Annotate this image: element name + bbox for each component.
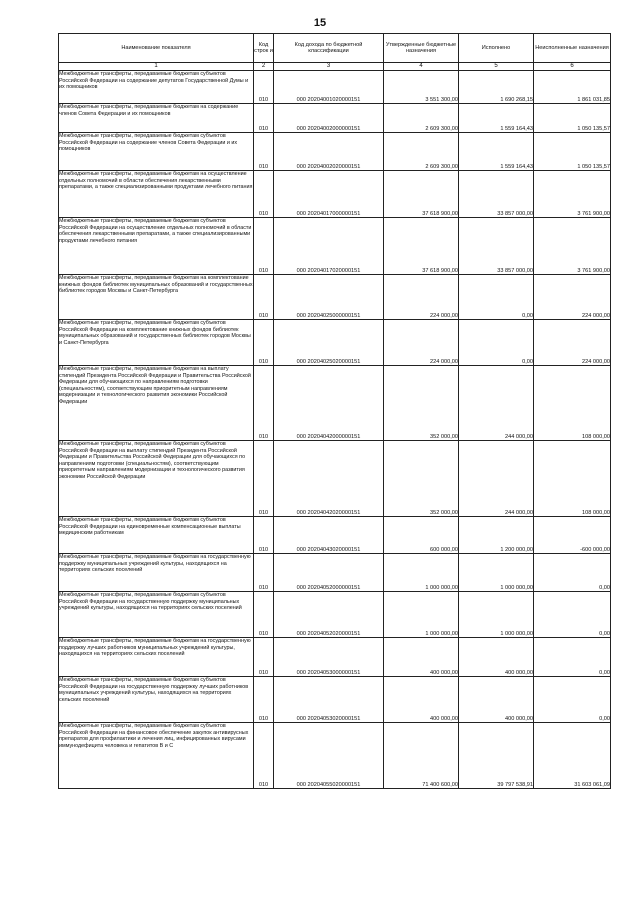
income-code: 000 20204053000000151 (274, 638, 384, 677)
row-code: 010 (254, 104, 274, 133)
header-row-code: Код строк и (254, 34, 274, 63)
indicator-name: Межбюджетные трансферты, передаваемые бюджетам на выплату стипендий Президента Российской Федерации и Правительства Российской Федерации для обучающихся по направлениям подготовки (специальностям), соответствующим приоритетным направлениям модернизации и технологического развития экономики Российской Федерации (59, 366, 254, 441)
table-row (59, 71, 611, 104)
table-row (59, 104, 611, 133)
approved-amount: 600 000,00 (384, 517, 459, 554)
row-code: 010 (254, 171, 274, 218)
column-number: 3 (274, 63, 384, 71)
approved-amount: 1 000 000,00 (384, 592, 459, 638)
executed-amount: 400 000,00 (459, 638, 534, 677)
unexecuted-amount: 0,00 (534, 677, 611, 723)
table-row (59, 638, 611, 677)
approved-amount: 224 000,00 (384, 275, 459, 320)
table-row (59, 133, 611, 171)
income-code: 000 20204043020000151 (274, 517, 384, 554)
income-code: 000 20204053020000151 (274, 677, 384, 723)
row-code: 010 (254, 441, 274, 517)
row-code: 010 (254, 638, 274, 677)
table-row (59, 592, 611, 638)
executed-amount: 1 559 164,43 (459, 104, 534, 133)
executed-amount: 244 000,00 (459, 441, 534, 517)
unexecuted-amount: 31 603 061,09 (534, 723, 611, 789)
executed-amount: 400 000,00 (459, 677, 534, 723)
unexecuted-amount: 224 000,00 (534, 320, 611, 366)
indicator-name: Межбюджетные трансферты, передаваемые бюджетам субъектов Российской Федерации на содержание членов Совета Федерации и их помощников (59, 133, 254, 171)
indicator-name: Межбюджетные трансферты, передаваемые бюджетам на осуществление отдельных полномочий в области обеспечения лекарственными препаратами, а также специализированными продуктами лечебного питания (59, 171, 254, 218)
row-code: 010 (254, 723, 274, 789)
executed-amount: 1 000 000,00 (459, 592, 534, 638)
table-row (59, 723, 611, 789)
indicator-name: Межбюджетные трансферты, передаваемые бюджетам на комплектование книжных фондов библиотек муниципальных образований и государственных библиотек городов Москвы и Санкт-Петербурга (59, 275, 254, 320)
income-code: 000 20204042000000151 (274, 366, 384, 441)
indicator-name: Межбюджетные трансферты, передаваемые бюджетам субъектов Российской Федерации на выплату стипендий Президента Российской Федерации и Правительства Российской Федерации для обучающихся по направлениям подготовки (специальностям), соответствующим приоритетным направлениям модернизации и технологического развития экономики Российской Федерации (59, 441, 254, 517)
row-code: 010 (254, 218, 274, 275)
approved-amount: 3 551 300,00 (384, 71, 459, 104)
indicator-name: Межбюджетные трансферты, передаваемые бюджетам на содержание членов Совета Федерации и их помощников (59, 104, 254, 133)
approved-amount: 352 000,00 (384, 441, 459, 517)
header-approved: Утвержденные бюджетные назначения (384, 34, 459, 63)
unexecuted-amount: 0,00 (534, 554, 611, 592)
indicator-name: Межбюджетные трансферты, передаваемые бюджетам субъектов Российской Федерации на комплектование книжных фондов библиотек муниципальных образований и государственных библиотек городов Москвы и Санкт-Петербурга (59, 320, 254, 366)
unexecuted-amount: 1 050 135,57 (534, 104, 611, 133)
income-code: 000 20204025000000151 (274, 275, 384, 320)
executed-amount: 244 000,00 (459, 366, 534, 441)
executed-amount: 0,00 (459, 320, 534, 366)
column-number: 5 (459, 63, 534, 71)
executed-amount: 33 857 000,00 (459, 218, 534, 275)
column-number: 6 (534, 63, 611, 71)
unexecuted-amount: 108 000,00 (534, 366, 611, 441)
income-code: 000 20204025020000151 (274, 320, 384, 366)
approved-amount: 1 000 000,00 (384, 554, 459, 592)
approved-amount: 2 609 300,00 (384, 104, 459, 133)
executed-amount: 39 797 538,91 (459, 723, 534, 789)
indicator-name: Межбюджетные трансферты, передаваемые бюджетам субъектов Российской Федерации на финансовое обеспечение закупок антивирусных препаратов для профилактики и лечения лиц, инфицированных вирусами иммунодефицита человека и гепатитов B и C (59, 723, 254, 789)
executed-amount: 33 857 000,00 (459, 171, 534, 218)
table-row (59, 218, 611, 275)
table-row (59, 320, 611, 366)
indicator-name: Межбюджетные трансферты, передаваемые бюджетам субъектов Российской Федерации на осуществление отдельных полномочий в области обеспечения лекарственными препаратами, а также специализированными продуктами лечебного питания (59, 218, 254, 275)
income-code: 000 20204042020000151 (274, 441, 384, 517)
header-row (59, 34, 611, 63)
income-code: 000 20204052020000151 (274, 592, 384, 638)
unexecuted-amount: 224 000,00 (534, 275, 611, 320)
approved-amount: 37 618 900,00 (384, 171, 459, 218)
table-row (59, 677, 611, 723)
approved-amount: 2 609 300,00 (384, 133, 459, 171)
indicator-name: Межбюджетные трансферты, передаваемые бюджетам на государственную поддержку муниципальных учреждений культуры, находящихся на территориях сельских поселений (59, 554, 254, 592)
indicator-name: Межбюджетные трансферты, передаваемые бюджетам субъектов Российской Федерации на государственную поддержку лучших работников муниципальных учреждений культуры, находящихся на территориях сельских поселений (59, 677, 254, 723)
header-name: Наименование показателя (59, 34, 254, 63)
row-code: 010 (254, 592, 274, 638)
unexecuted-amount: 1 050 135,57 (534, 133, 611, 171)
row-code: 010 (254, 133, 274, 171)
approved-amount: 400 000,00 (384, 638, 459, 677)
unexecuted-amount: 0,00 (534, 638, 611, 677)
executed-amount: 1 690 268,15 (459, 71, 534, 104)
column-number: 2 (254, 63, 274, 71)
approved-amount: 224 000,00 (384, 320, 459, 366)
table-row (59, 554, 611, 592)
row-code: 010 (254, 554, 274, 592)
executed-amount: 1 200 000,00 (459, 517, 534, 554)
table-row (59, 517, 611, 554)
income-code: 000 20204055020000151 (274, 723, 384, 789)
income-code: 000 20204017020000151 (274, 218, 384, 275)
executed-amount: 1 000 000,00 (459, 554, 534, 592)
unexecuted-amount: 3 761 900,00 (534, 171, 611, 218)
income-code: 000 20204002000000151 (274, 104, 384, 133)
column-number: 4 (384, 63, 459, 71)
indicator-name: Межбюджетные трансферты, передаваемые бюджетам субъектов Российской Федерации на единовременные компенсационные выплаты медицинским работникам (59, 517, 254, 554)
income-code: 000 20204002020000151 (274, 133, 384, 171)
table-row (59, 441, 611, 517)
executed-amount: 1 559 164,43 (459, 133, 534, 171)
approved-amount: 37 618 900,00 (384, 218, 459, 275)
page-number: 15 (313, 17, 327, 29)
header-unexecuted: Неисполненные назначения (534, 34, 611, 63)
unexecuted-amount: 0,00 (534, 592, 611, 638)
budget-execution-table (58, 33, 611, 789)
row-code: 010 (254, 677, 274, 723)
unexecuted-amount: 3 761 900,00 (534, 218, 611, 275)
column-number-row (59, 63, 611, 71)
unexecuted-amount: 1 861 031,85 (534, 71, 611, 104)
row-code: 010 (254, 320, 274, 366)
row-code: 010 (254, 275, 274, 320)
income-code: 000 20204052000000151 (274, 554, 384, 592)
unexecuted-amount: 108 000,00 (534, 441, 611, 517)
indicator-name: Межбюджетные трансферты, передаваемые бюджетам субъектов Российской Федерации на содержание депутатов Государственной Думы и их помощников (59, 71, 254, 104)
row-code: 010 (254, 366, 274, 441)
approved-amount: 352 000,00 (384, 366, 459, 441)
row-code: 010 (254, 517, 274, 554)
table-row (59, 275, 611, 320)
approved-amount: 71 400 600,00 (384, 723, 459, 789)
income-code: 000 20204017000000151 (274, 171, 384, 218)
indicator-name: Межбюджетные трансферты, передаваемые бюджетам на государственную поддержку лучших работников муниципальных учреждений культуры, находящихся на территориях сельских поселений (59, 638, 254, 677)
approved-amount: 400 000,00 (384, 677, 459, 723)
table-row (59, 366, 611, 441)
header-executed: Исполнено (459, 34, 534, 63)
income-code: 000 20204001020000151 (274, 71, 384, 104)
unexecuted-amount: -600 000,00 (534, 517, 611, 554)
row-code: 010 (254, 71, 274, 104)
executed-amount: 0,00 (459, 275, 534, 320)
table-row (59, 171, 611, 218)
header-income-code: Код дохода по бюджетной классификации (274, 34, 384, 63)
column-number: 1 (59, 63, 254, 71)
indicator-name: Межбюджетные трансферты, передаваемые бюджетам субъектов Российской Федерации на государственную поддержку муниципальных учреждений культуры, находящихся на территориях сельских поселений (59, 592, 254, 638)
